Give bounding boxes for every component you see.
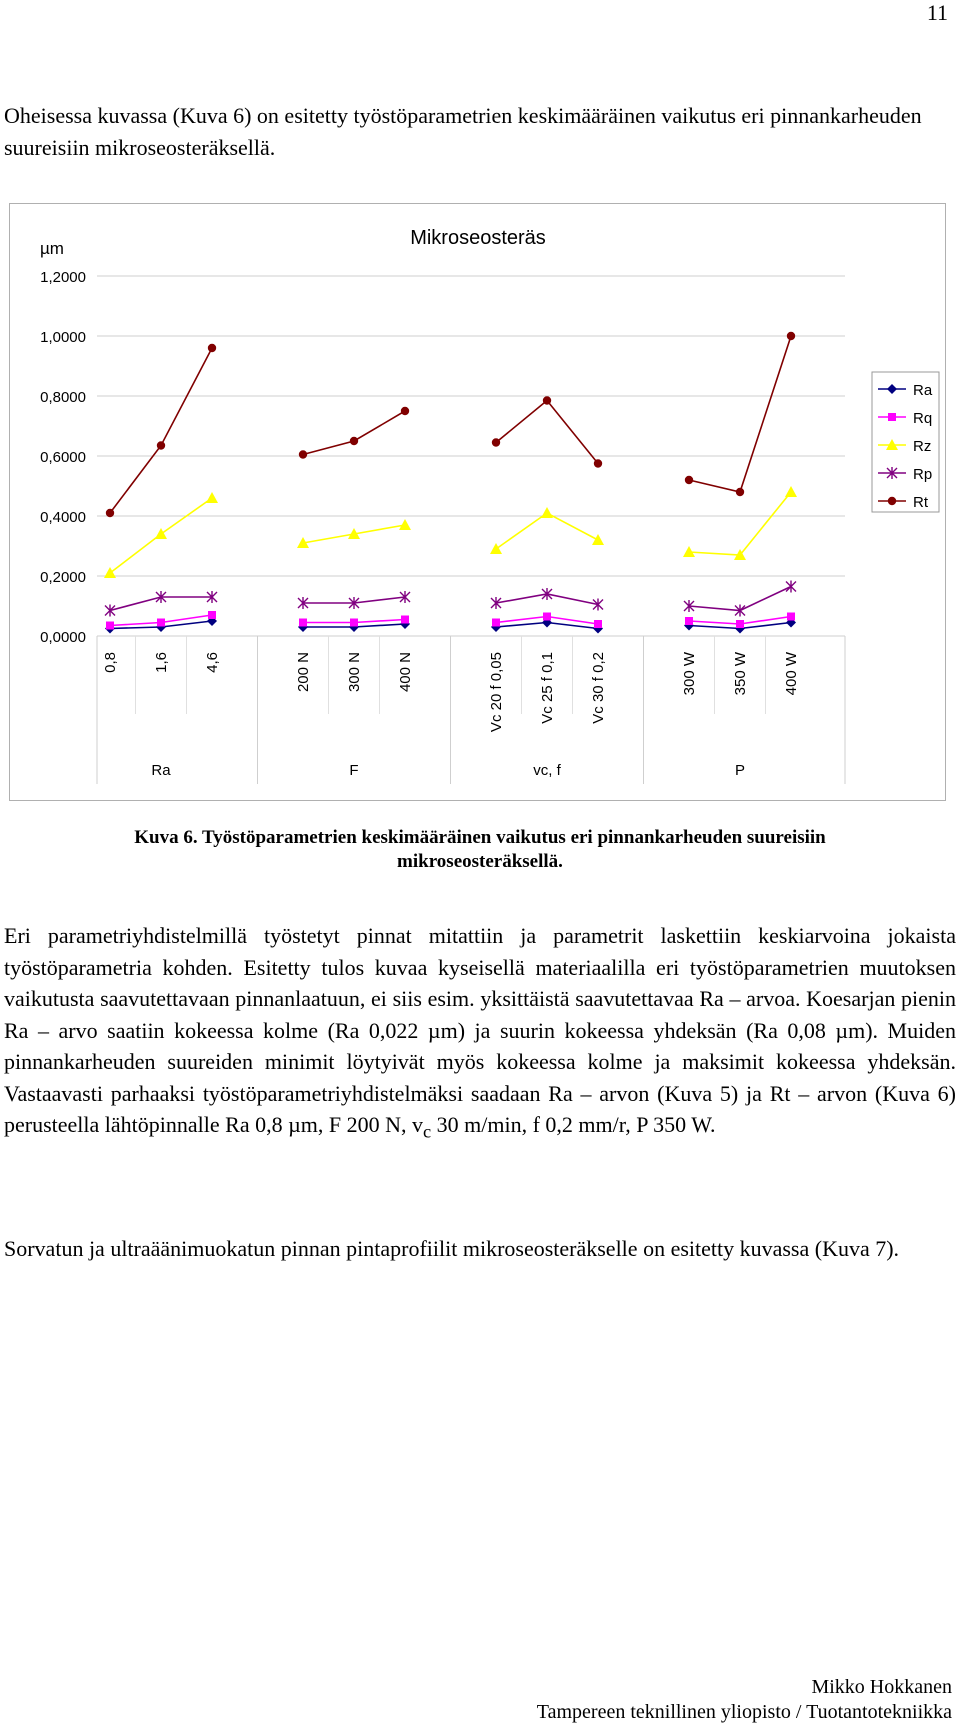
series-point [155,528,167,539]
series-point [208,611,216,619]
y-tick-label: 0,6000 [40,449,86,466]
series-line [689,336,791,492]
footer [537,1675,952,1725]
footer-institution: Tampereen teknillinen yliopisto / Tuotantotekniikka [536,1701,952,1723]
y-axis-ticks [40,269,86,646]
series-point [208,344,216,352]
series-point [592,534,604,545]
y-tick-label: 1,2000 [40,269,86,286]
legend-label: Rp [913,466,933,483]
series-point [888,413,896,421]
y-tick-label: 0,2000 [40,569,86,586]
series-point [399,519,411,530]
grid-lines [97,276,845,636]
x-tick-label: 4,6 [204,652,221,673]
x-tick-label: Vc 30 f 0,2 [590,652,607,724]
series-point [401,407,409,415]
series-point [350,437,358,445]
series-point [490,543,502,554]
x-tick-label: 400 W [783,652,800,696]
x-tick-label: Vc 20 f 0,05 [488,652,505,733]
series-point [736,488,744,496]
series-point [106,622,114,630]
x-tick-label: Vc 25 f 0,1 [539,652,556,724]
x-group-label: P [734,762,746,779]
series-point [785,486,797,497]
series-point [787,613,795,621]
series-line [303,411,405,455]
legend-label: Rz [913,438,932,455]
series-point [157,619,165,627]
legend-label: Ra [913,382,933,399]
series-lines [104,332,797,634]
x-tick-label: 0,8 [102,652,119,673]
x-group-label: vc, f [533,762,561,779]
series-point [736,620,744,628]
body-text-end: 30 m/min, f 0,2 mm/r, P 350 W. [431,1112,716,1137]
chart-title: Mikroseosteräs [410,227,546,249]
series-point [299,450,307,458]
footer-author: Mikko Hokkanen [811,1676,952,1698]
series-line [496,401,598,464]
series-point [787,332,795,340]
series-point [299,619,307,627]
legend [872,372,939,512]
x-tick-label: 300 N [346,652,363,693]
x-tick-label: 1,6 [153,652,170,673]
y-tick-label: 0,4000 [40,509,86,526]
series-point [685,617,693,625]
series-point [492,438,500,446]
series-point [157,441,165,449]
x-group-label: Ra [151,762,171,779]
series-point [888,497,896,505]
intro-paragraph: Oheisessa kuvassa (Kuva 6) on esitetty työstöparametrien keskimääräinen vaikutus eri pinnankarheuden suureisiin mikroseosteräksellä. [4,103,922,160]
legend-label: Rq [913,410,933,427]
series-point [104,567,116,578]
x-axis [97,636,845,784]
series-point [594,620,602,628]
series-line [110,348,212,513]
x-tick-label: 200 N [295,652,312,693]
closing-paragraph: Sorvatun ja ultraäänimuokatun pinnan pintaprofiilit mikroseosteräkselle on esitetty kuvassa (Kuva 7). [4,1236,900,1261]
caption-line-2: mikroseosteräksellä. [397,851,563,872]
x-group-label: F [349,762,359,779]
figure-caption [0,826,960,874]
x-tick-label: 400 N [397,652,414,693]
y-tick-label: 0,8000 [40,389,86,406]
series-point [106,509,114,517]
caption-line-1: Kuva 6. Työstöparametrien keskimääräinen vaikutus eri pinnankarheuden suureisiin [134,827,826,848]
page-number: 11 [926,0,948,25]
series-point [685,476,693,484]
series-point [543,396,551,404]
series-point [492,619,500,627]
series-point [786,581,796,593]
series-line [496,513,598,549]
series-point [594,459,602,467]
series-point [350,619,358,627]
x-tick-label: 300 W [681,652,698,696]
y-tick-label: 1,0000 [40,329,86,346]
series-point [206,492,218,503]
x-tick-label: 350 W [732,652,749,696]
body-subscript: c [423,1121,432,1142]
series-point [401,616,409,624]
series-point [543,613,551,621]
body-paragraph [4,920,956,1148]
legend-label: Rt [913,494,928,511]
chart-ylabel: µm [40,239,64,258]
series-line [689,492,791,555]
body-text: Eri parametriyhdistelmillä työstetyt pinnat mitattiin ja parametrit laskettiin keskiarvoina jokaista työstöparametria kohden. Esitetty tulos kuvaa kyseisellä materiaalilla eri työstöparametrien muutoksen vaikutusta saavutettavaan pinnanlaatuun, ei siis esim. yksittäistä saavutettavaa Ra – arvoa. Koesarjan pienin Ra – arvo saatiin kokeessa kolme (Ra 0,022 µm) ja suurin kokeessa yhdeksän (Ra 0,08 µm). Muiden pinnankarheuden suureiden minimit löytyivät myös kokeessa kolme ja maksimit kokeessa yhdeksän. Vastaavasti parhaaksi työstöparametriyhdistelmäksi saadaan Ra – arvon (Kuva 5) ja Rt – arvon (Kuva 6) perusteella lähtöpinnalle Ra 0,8 µm, F 200 N, v [4,923,956,1137]
chart-frame [9,203,946,801]
y-tick-label: 0,0000 [40,629,86,646]
chart [10,204,945,800]
series-point [105,605,115,617]
series-point [541,507,553,518]
